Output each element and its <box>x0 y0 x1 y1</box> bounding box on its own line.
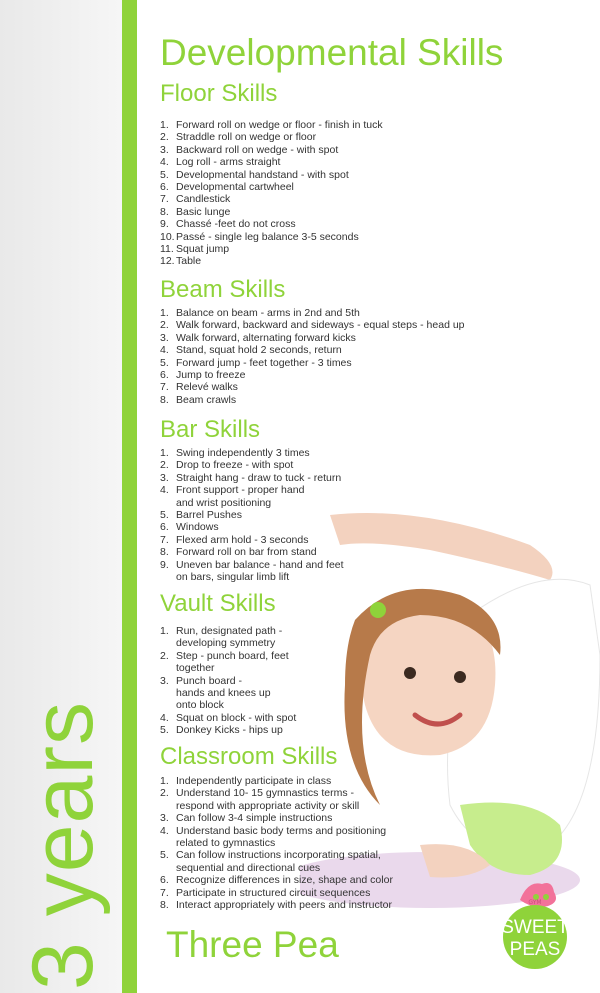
skill-text: Drop to freeze - with spot <box>176 459 294 472</box>
skill-item <box>160 812 393 824</box>
skill-number: 1. <box>160 447 169 459</box>
skill-number: 4. <box>160 156 169 169</box>
skill-item <box>160 344 465 356</box>
green-accent-bar <box>122 0 137 993</box>
skill-item <box>160 775 393 787</box>
skill-text: Forward roll on bar from stand <box>176 546 317 559</box>
skill-text: Swing independently 3 times <box>176 447 310 459</box>
skill-text: Stand, squat hold 2 seconds, return <box>176 344 342 357</box>
skill-text: Table <box>176 255 202 268</box>
skill-text: Punch board - <box>176 674 242 687</box>
section-title-classroom: Classroom Skills <box>160 743 338 770</box>
skill-item <box>160 357 465 369</box>
classroom-skills-list <box>160 775 393 911</box>
skill-text: Uneven bar balance - hand and feet <box>176 558 344 571</box>
skill-number: 7. <box>160 381 169 394</box>
skill-number: 4. <box>160 484 169 497</box>
skill-text: Jump to freeze <box>176 369 246 382</box>
skill-number: 10. <box>160 230 175 243</box>
skill-text: Interact appropriately with peers and instructor <box>176 899 392 912</box>
skill-number: 3. <box>160 143 169 156</box>
skill-number: 4. <box>160 824 169 837</box>
skill-item <box>160 534 344 546</box>
skill-number: 1. <box>160 119 169 131</box>
skill-number: 8. <box>160 205 169 218</box>
skill-item <box>160 243 383 255</box>
skill-number: 6. <box>160 521 169 534</box>
skill-text: developing symmetry <box>176 637 276 650</box>
skill-item <box>160 559 344 584</box>
skill-item <box>160 332 465 344</box>
skill-text: Independently participate in class <box>176 775 332 787</box>
skill-text: Step - punch board, feet <box>176 649 289 662</box>
skill-item <box>160 675 296 712</box>
skill-text: and wrist positioning <box>176 496 272 509</box>
skill-text: related to gymnastics <box>176 837 276 850</box>
skill-text: Forward jump - feet together - 3 times <box>176 356 352 369</box>
skill-text: Straddle roll on wedge or floor <box>176 131 317 144</box>
skill-text: Understand 10- 15 gymnastics terms - <box>176 787 354 800</box>
skill-text: Log roll - arms straight <box>176 156 281 169</box>
skill-item <box>160 156 383 168</box>
skill-item <box>160 874 393 886</box>
skill-number: 5. <box>160 356 169 369</box>
skill-text: onto block <box>176 699 224 712</box>
skill-item <box>160 887 393 899</box>
skill-text: Barrel Pushes <box>176 509 242 522</box>
skill-number: 7. <box>160 193 169 206</box>
skill-text: Donkey Kicks - hips up <box>176 724 283 737</box>
skill-text: Backward roll on wedge - with spot <box>176 143 339 156</box>
skill-number: 5. <box>160 724 169 737</box>
skill-text: Squat jump <box>176 243 230 256</box>
skill-text: Can follow 3-4 simple instructions <box>176 812 333 825</box>
section-title-floor: Floor Skills <box>160 80 278 107</box>
skill-text: Candlestick <box>176 193 231 206</box>
skill-text: Straight hang - draw to tuck - return <box>176 471 342 484</box>
skill-number: 7. <box>160 886 169 899</box>
skill-number: 3. <box>160 471 169 484</box>
skill-item <box>160 169 383 181</box>
skill-text: Squat on block - with spot <box>176 711 297 724</box>
skill-number: 2. <box>160 649 169 662</box>
skill-item <box>160 724 296 736</box>
skill-item <box>160 521 344 533</box>
skill-item <box>160 546 344 558</box>
skill-item <box>160 899 393 911</box>
skill-text: Developmental handstand - with spot <box>176 168 349 181</box>
floor-skills-list <box>160 119 383 268</box>
skill-number: 8. <box>160 899 169 912</box>
skill-text: Chassé -feet do not cross <box>176 218 296 231</box>
skill-number: 2. <box>160 459 169 472</box>
beam-skills-list <box>160 307 465 406</box>
skill-item <box>160 119 383 131</box>
skill-number: 12. <box>160 255 175 268</box>
skill-text: Walk forward, alternating forward kicks <box>176 331 356 344</box>
logo-line-1: SWEET <box>501 917 569 938</box>
skill-text: Balance on beam - arms in 2nd and 5th <box>176 307 360 319</box>
skill-text: Recognize differences in size, shape and color <box>176 874 393 887</box>
vault-skills-list <box>160 625 296 737</box>
skill-item <box>160 472 344 484</box>
skill-item <box>160 849 393 874</box>
skill-text: Forward roll on wedge or floor - finish in tuck <box>176 119 383 131</box>
skill-number: 2. <box>160 131 169 144</box>
skill-item <box>160 484 344 509</box>
skill-number: 6. <box>160 181 169 194</box>
skill-number: 3. <box>160 674 169 687</box>
skill-item <box>160 625 296 650</box>
skill-text: Run, designated path - <box>176 625 283 637</box>
skill-number: 8. <box>160 393 169 406</box>
skill-item <box>160 181 383 193</box>
skill-number: 4. <box>160 711 169 724</box>
skill-item <box>160 787 393 812</box>
skill-number: 2. <box>160 319 169 332</box>
skill-item <box>160 193 383 205</box>
bar-skills-list <box>160 447 344 583</box>
skill-number: 8. <box>160 546 169 559</box>
section-title-beam: Beam Skills <box>160 276 286 303</box>
skill-text: together <box>176 662 215 675</box>
logo-tag: GYM <box>528 899 542 906</box>
skill-item <box>160 144 383 156</box>
skill-number: 6. <box>160 874 169 887</box>
skill-text: Developmental cartwheel <box>176 181 294 194</box>
logo-line-2: PEAS <box>509 939 561 960</box>
skill-number: 5. <box>160 509 169 522</box>
skill-number: 9. <box>160 558 169 571</box>
skill-text: Basic lunge <box>176 205 231 218</box>
skill-number: 5. <box>160 849 169 862</box>
footer-title: Three Pea <box>166 924 339 965</box>
skill-number: 9. <box>160 218 169 231</box>
skill-text: Flexed arm hold - 3 seconds <box>176 533 309 546</box>
skill-item <box>160 218 383 230</box>
skill-text: Beam crawls <box>176 393 237 406</box>
skill-item <box>160 319 465 331</box>
skill-item <box>160 825 393 850</box>
skill-item <box>160 131 383 143</box>
skill-text: hands and knees up <box>176 687 271 700</box>
skill-number: 1. <box>160 775 169 787</box>
skill-text: Windows <box>176 521 219 534</box>
skill-item <box>160 394 465 406</box>
section-title-bar: Bar Skills <box>160 416 261 443</box>
skill-text: Passé - single leg balance 3-5 seconds <box>176 230 359 243</box>
skill-item <box>160 206 383 218</box>
skill-number: 1. <box>160 307 169 319</box>
skill-number: 3. <box>160 812 169 825</box>
skill-number: 4. <box>160 344 169 357</box>
skill-text: respond with appropriate activity or skill <box>176 799 360 812</box>
sweet-peas-logo <box>490 870 580 970</box>
skill-text: Understand basic body terms and positioning <box>176 824 387 837</box>
skill-text: sequential and directional cues <box>176 861 321 874</box>
skill-text: Relevé walks <box>176 381 238 394</box>
skill-text: Can follow instructions incorporating spatial, <box>176 849 381 862</box>
skill-item <box>160 369 465 381</box>
skill-item <box>160 231 383 243</box>
skill-number: 1. <box>160 625 169 637</box>
skill-text: Participate in structured circuit sequences <box>176 886 371 899</box>
skill-text: on bars, singular limb lift <box>176 571 290 584</box>
skill-number: 11. <box>160 243 174 256</box>
skill-number: 3. <box>160 331 169 344</box>
skill-number: 2. <box>160 787 169 800</box>
skill-item <box>160 459 344 471</box>
skill-item <box>160 381 465 393</box>
page-title: Developmental Skills <box>160 32 504 73</box>
section-title-vault: Vault Skills <box>160 590 276 617</box>
skill-item <box>160 509 344 521</box>
skill-item <box>160 307 465 319</box>
skill-number: 5. <box>160 168 169 181</box>
skill-item <box>160 255 383 267</box>
skill-item <box>160 447 344 459</box>
skill-text: Front support - proper hand <box>176 484 305 497</box>
skill-item <box>160 712 296 724</box>
skill-text: Walk forward, backward and sideways - equal steps - head up <box>176 319 465 332</box>
skill-item <box>160 650 296 675</box>
skill-number: 6. <box>160 369 169 382</box>
age-side-label: 3 years <box>15 700 111 990</box>
skill-number: 7. <box>160 533 169 546</box>
